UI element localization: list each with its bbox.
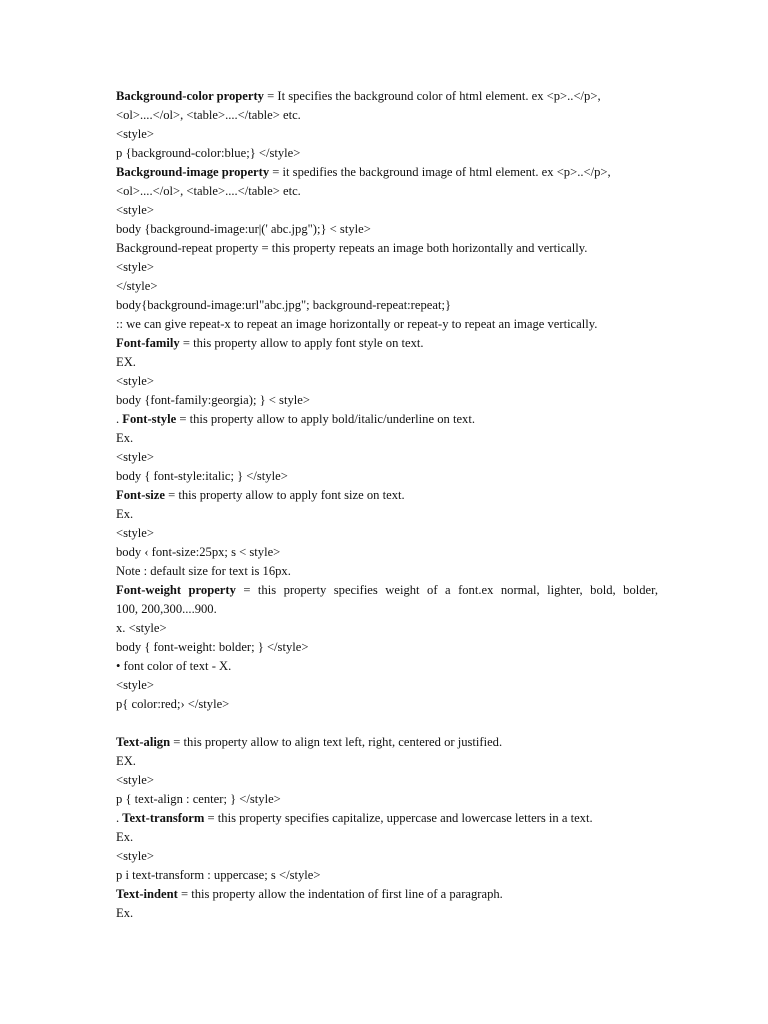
line-text: Background-repeat property = this property repeats an image both horizontally and vertically. xyxy=(116,241,588,255)
line-text: EX. xyxy=(116,355,136,369)
line-text: body { font-style:italic; } </style> xyxy=(116,469,288,483)
text-line xyxy=(116,239,658,258)
line-text: p i text-transform : uppercase; s </style> xyxy=(116,868,321,882)
blank-line xyxy=(116,714,658,733)
line-text: <style> xyxy=(116,203,154,217)
text-line xyxy=(116,619,658,638)
text-line xyxy=(116,638,658,657)
property-name: Font-weight property xyxy=(116,583,236,597)
line-text: p { text-align : center; } </style> xyxy=(116,792,281,806)
property-name: Font-size xyxy=(116,488,165,502)
line-text: Note : default size for text is 16px. xyxy=(116,564,291,578)
line-text: • font color of text - X. xyxy=(116,659,232,673)
line-text: <style> xyxy=(116,260,154,274)
text-line xyxy=(116,752,658,771)
line-text: :: we can give repeat-x to repeat an image horizontally or repeat-y to repeat an image vertically. xyxy=(116,317,598,331)
text-line xyxy=(116,657,658,676)
line-text: <ol>....</ol>, <table>....</table> etc. xyxy=(116,184,301,198)
line-text: = it spedifies the background image of html element. ex <p>..</p>, xyxy=(269,165,611,179)
line-text: <style> xyxy=(116,773,154,787)
property-name: Font-style xyxy=(122,412,177,426)
text-line xyxy=(116,695,658,714)
text-line xyxy=(116,144,658,163)
text-line xyxy=(116,486,658,505)
text-line xyxy=(116,334,658,353)
text-line xyxy=(116,258,658,277)
text-line xyxy=(116,163,658,182)
line-text: <style> xyxy=(116,849,154,863)
text-line xyxy=(116,524,658,543)
text-line xyxy=(116,201,658,220)
property-name: Background-image property xyxy=(116,165,270,179)
text-line xyxy=(116,600,658,619)
property-name: Text-indent xyxy=(116,887,178,901)
property-name: Background-color property xyxy=(116,89,264,103)
line-text: x. <style> xyxy=(116,621,167,635)
line-text: body{background-image:url"abc.jpg"; background-repeat:repeat;} xyxy=(116,298,451,312)
line-text: = this property allow to align text left, right, centered or justified. xyxy=(170,735,503,749)
line-prefix: . xyxy=(116,412,123,426)
text-line xyxy=(116,106,658,125)
line-text: = this property specifies capitalize, uppercase and lowercase letters in a text. xyxy=(204,811,593,825)
line-text: = this property allow to apply bold/italic/underline on text. xyxy=(176,412,475,426)
line-text: Ex. xyxy=(116,830,134,844)
line-text: = It specifies the background color of html element. ex <p>..</p>, xyxy=(263,89,601,103)
text-line xyxy=(116,904,658,923)
text-line xyxy=(116,467,658,486)
text-line xyxy=(116,866,658,885)
text-line xyxy=(116,410,658,429)
text-line xyxy=(116,505,658,524)
line-text: </style> xyxy=(116,279,158,293)
line-text: Ex. xyxy=(116,906,134,920)
line-prefix: . xyxy=(116,811,123,825)
text-line xyxy=(116,562,658,581)
text-line xyxy=(116,429,658,448)
property-name: Font-family xyxy=(116,336,180,350)
text-line xyxy=(116,296,658,315)
text-line xyxy=(116,771,658,790)
line-text: <style> xyxy=(116,374,154,388)
text-line xyxy=(116,125,658,144)
text-line xyxy=(116,733,658,752)
document-page xyxy=(116,87,658,923)
line-text: <style> xyxy=(116,526,154,540)
text-line xyxy=(116,543,658,562)
text-line xyxy=(116,676,658,695)
line-text: body { font-weight: bolder; } </style> xyxy=(116,640,309,654)
property-name: Text-align xyxy=(116,735,171,749)
text-line xyxy=(116,828,658,847)
line-text: Ex. xyxy=(116,431,134,445)
text-line xyxy=(116,885,658,904)
line-text: body {font-family:georgia); } < style> xyxy=(116,393,310,407)
line-text: Ex. xyxy=(116,507,134,521)
text-line xyxy=(116,353,658,372)
text-line xyxy=(116,315,658,334)
property-name: Text-transform xyxy=(122,811,205,825)
line-text: = this property specifies weight of a font.ex normal, lighter, bold, bolder, xyxy=(235,583,658,597)
line-text: <ol>....</ol>, <table>....</table> etc. xyxy=(116,108,301,122)
text-line xyxy=(116,277,658,296)
text-line xyxy=(116,87,658,106)
text-line xyxy=(116,790,658,809)
line-text: <style> xyxy=(116,678,154,692)
line-text: <style> xyxy=(116,127,154,141)
line-text: = this property allow to apply font size on text. xyxy=(164,488,405,502)
text-line xyxy=(116,391,658,410)
text-line xyxy=(116,372,658,391)
line-text: <style> xyxy=(116,450,154,464)
line-text: body ‹ font-size:25px; s < style> xyxy=(116,545,281,559)
line-text: = this property allow the indentation of first line of a paragraph. xyxy=(177,887,503,901)
line-text: 100, 200,300....900. xyxy=(116,602,217,616)
text-line xyxy=(116,448,658,467)
line-text: = this property allow to apply font style on text. xyxy=(179,336,424,350)
text-line xyxy=(116,809,658,828)
text-line xyxy=(116,182,658,201)
line-text: p {background-color:blue;} </style> xyxy=(116,146,301,160)
line-text: p{ color:red;› </style> xyxy=(116,697,230,711)
line-text: body {background-image:ur|(' abc.jpg");} < style> xyxy=(116,222,371,236)
text-line xyxy=(116,847,658,866)
text-line xyxy=(116,220,658,239)
text-line xyxy=(116,581,658,600)
line-text: EX. xyxy=(116,754,136,768)
